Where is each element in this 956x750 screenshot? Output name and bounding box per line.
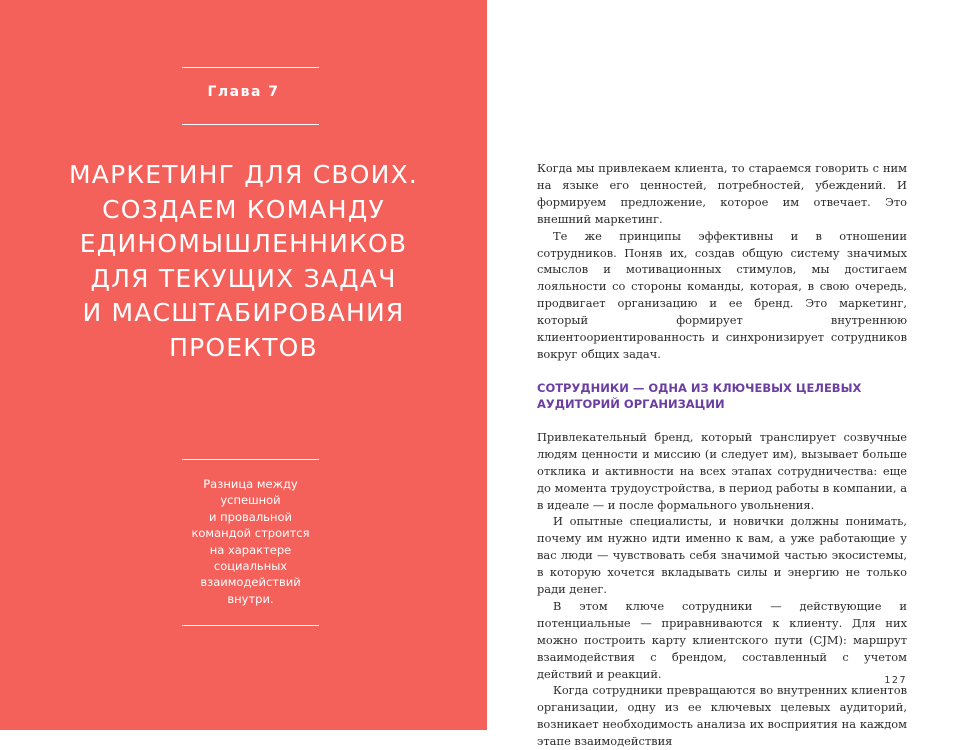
pull-quote xyxy=(160,476,341,607)
section-heading xyxy=(537,380,907,413)
quote-line: командой строится xyxy=(191,526,310,541)
page-number: 127 xyxy=(884,675,907,686)
title-line: ДЛЯ ТЕКУЩИХ ЗАДАЧ xyxy=(90,263,397,293)
body-text xyxy=(537,160,907,750)
quote-line: Разница между xyxy=(203,477,298,491)
chapter-rule xyxy=(182,124,319,125)
right-page xyxy=(487,0,956,749)
top-rule xyxy=(182,67,319,68)
title-line: И МАСШТАБИРОВАНИЯ xyxy=(82,298,405,327)
title-line: СОЗДАЕМ КОМАНДУ xyxy=(102,194,385,224)
chapter-label: Глава 7 xyxy=(207,84,280,100)
body-paragraph: Те же принципы эффективны и в отношении сотрудников. Поняв их, создав общую систему значимых смыслов и мотивационных стимулов, мы достигаем лояльности со стороны команды, которая, в свою очередь, продвигает организацию и ее бренд. Это маркетинг, который формирует внутреннюю клиентоориентированность и синхронизирует сотрудников вокруг общих задач. xyxy=(537,228,907,361)
title-line: ЕДИНОМЫШЛЕННИКОВ xyxy=(79,229,408,258)
body-paragraph: Когда сотрудники превращаются во внутренних клиентов организации, одну из ее ключевых целевых аудиторий, возникает необходимость анализа их восприятия на каждом этапе взаимодействия xyxy=(537,683,907,749)
section-heading-line: АУДИТОРИЙ ОРГАНИЗАЦИИ xyxy=(537,397,725,412)
body-paragraph: В этом ключе сотрудники — действующие и потенциальные — приравниваются к клиенту. Для них можно построить карту клиентского пути (CJM): маршрут взаимодействия с брендом, составленный с учетом действий и реакций. xyxy=(537,598,907,681)
quote-top-rule xyxy=(182,459,319,460)
body-paragraph: И опытные специалисты, и новички должны понимать, почему им нужно идти именно к вам, а уже работающие у вас люди — чувствовать себя значимой частью экосистемы, в которую хочется вкладывать силы и энергию не только ради денег. xyxy=(537,514,907,597)
quote-bottom-rule xyxy=(182,625,319,626)
quote-line: взаимодействий xyxy=(200,575,301,590)
body-paragraph: Когда мы привлекаем клиента, то стараемся говорить с ним на языке его ценностей, потребностей, убеждений. И формируем предложение, которое им отвечает. Это внешний маркетинг. xyxy=(537,161,907,226)
quote-line: внутри. xyxy=(227,591,274,606)
title-line: ПРОЕКТОВ xyxy=(169,332,318,362)
section-heading-line: СОТРУДНИКИ — ОДНА ИЗ КЛЮЧЕВЫХ ЦЕЛЕВЫХ xyxy=(537,380,862,395)
body-paragraph: Привлекательный бренд, который транслирует созвучные людям ценности и миссию (и следует им), вызывает больше отклика и активности на всех этапах сотрудничества: еще до момента трудоустройства, в период работы в компании, а в идеале — и после формального увольнения. xyxy=(537,429,907,512)
title-line: МАРКЕТИНГ ДЛЯ СВОИХ. xyxy=(69,160,418,189)
left-page xyxy=(0,0,487,730)
quote-line: успешной xyxy=(220,493,281,508)
quote-line: социальных xyxy=(213,559,288,574)
quote-line: и провальной xyxy=(209,509,292,524)
chapter-title xyxy=(10,158,477,365)
quote-line: на характере xyxy=(209,542,292,557)
